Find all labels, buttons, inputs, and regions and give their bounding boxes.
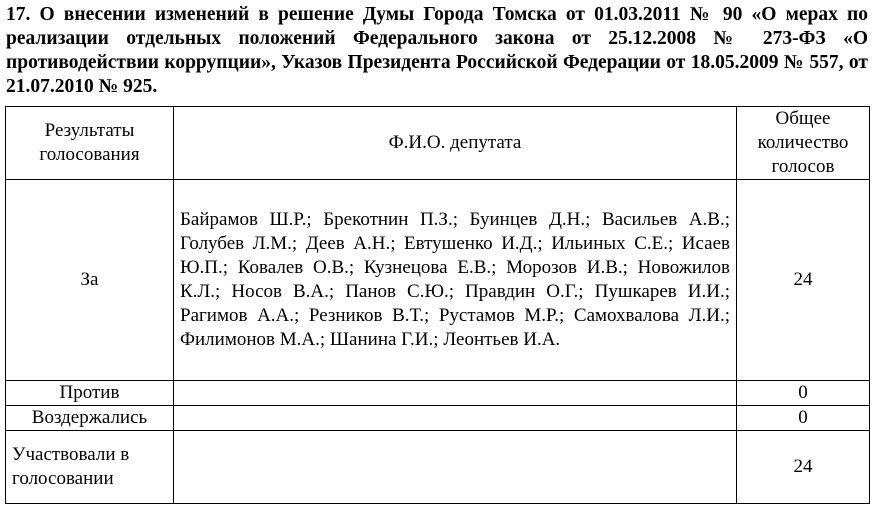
table-row-abstained xyxy=(6,406,870,431)
deputies-list xyxy=(174,431,737,504)
table-row-for xyxy=(6,180,870,381)
result-label: За xyxy=(6,180,174,381)
header-total-votes: Общее количество голосов xyxy=(737,107,870,180)
table-row-against xyxy=(6,381,870,406)
voting-results-table xyxy=(5,106,870,504)
deputies-list: Байрамов Ш.Р.; Брекотнин П.З.; Буинцев Д.Н.; Васильев А.В.; Голубев Л.М.; Деев А.Н.; Евтушенко И.Д.; Ильиных С.Е.; Исаев Ю.П.; Ковалев О.В.; Кузнецова Е.В.; Морозов И.В.; Новожилов К.Л.; Носов В.А.; Панов С.Ю.; Правдин О.Г.; Пушкарев И.И.; Рагимов А.А.; Резников В.Т.; Рустамов М.Р.; Самохвалова Л.И.; Филимонов М.А.; Шанина Г.И.; Леонтьев И.А. xyxy=(174,180,737,381)
votes-count: 0 xyxy=(737,406,870,431)
header-voting-results: Результаты голосования xyxy=(6,107,174,180)
deputies-list xyxy=(174,381,737,406)
votes-count: 24 xyxy=(737,431,870,504)
votes-count: 24 xyxy=(737,180,870,381)
result-label: Участвовали в голосовании xyxy=(6,431,174,504)
table-row-participated xyxy=(6,431,870,504)
result-label: Против xyxy=(6,381,174,406)
header-deputy-name: Ф.И.О. депутата xyxy=(174,107,737,180)
result-label: Воздержались xyxy=(6,406,174,431)
deputies-list xyxy=(174,406,737,431)
table-header-row xyxy=(6,107,870,180)
votes-count: 0 xyxy=(737,381,870,406)
agenda-item-heading: 17. О внесении изменений в решение Думы Города Томска от 01.03.2011 № 90 «О мерах по реализации отдельных положений Федерального закона от 25.12.2008 № 273-ФЗ «О противодействии коррупции», Указов Президента Российской Федерации от 18.05.2009 № 557, от 21.07.2010 № 925. xyxy=(6,4,868,97)
